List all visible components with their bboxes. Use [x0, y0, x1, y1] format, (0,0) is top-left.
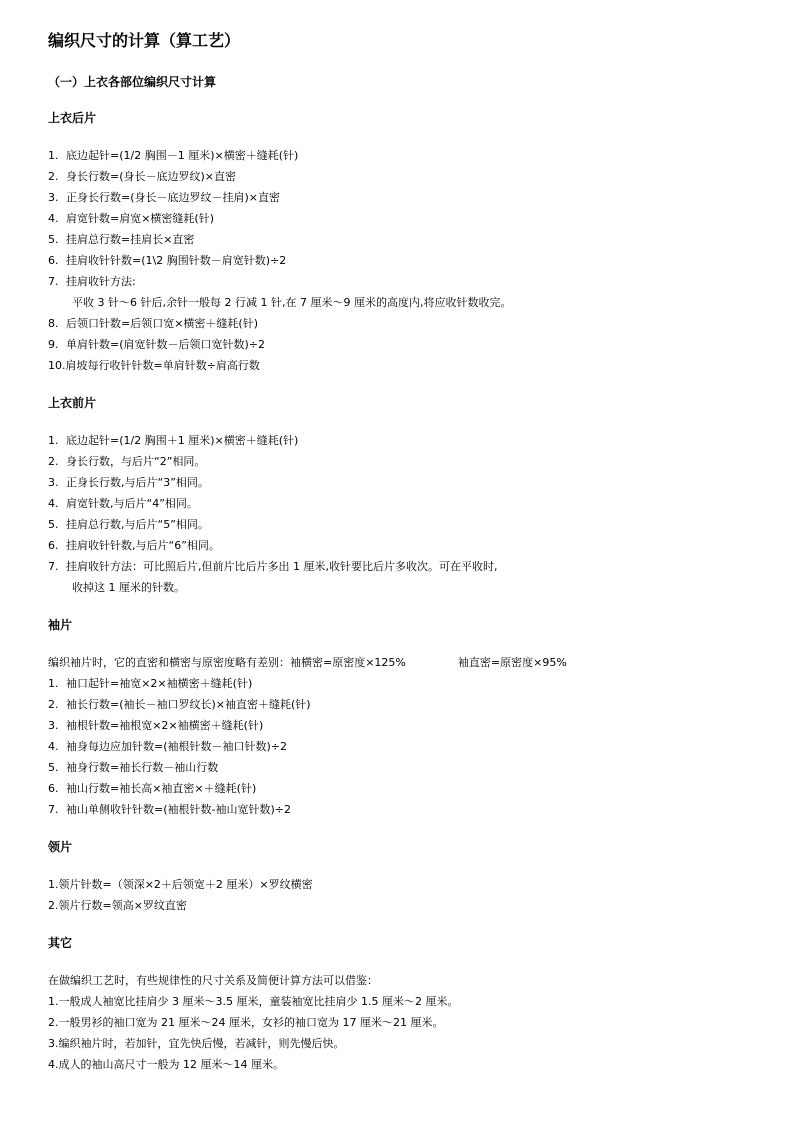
document-page [48, 30, 748, 1075]
section-heading: （一）上衣各部位编织尺寸计算 [48, 75, 217, 89]
other-intro: 在做编织工艺时，有些规律性的尺寸关系及简便计算方法可以借鉴： [48, 974, 378, 987]
continuation-text: 收掉这 1 厘米的针数。 [72, 581, 185, 594]
list-item: 3. 正身长行数,与后片“3”相同。 [48, 476, 209, 489]
list-item: 3. 袖根针数=袖根宽×2×袖横密＋缝耗(针) [48, 719, 264, 732]
list-item: 5. 袖身行数=袖长行数－袖山行数 [48, 761, 219, 774]
list-item: 2.领片行数=领高×罗纹直密 [48, 899, 187, 912]
collar-list [48, 874, 748, 916]
front-piece-heading: 上衣前片 [48, 396, 97, 410]
list-item: 5. 挂肩总行数,与后片“5”相同。 [48, 518, 209, 531]
list-item: 7. 挂肩收针方法：可比照后片,但前片比后片多出 1 厘米,收针要比后片多收次。可在平收时, [48, 560, 498, 573]
list-item: 2. 身长行数，与后片“2”相同。 [48, 455, 206, 468]
list-item: 5. 挂肩总行数=挂肩长×直密 [48, 233, 195, 246]
list-item: 4.成人的袖山高尺寸一般为 12 厘米～14 厘米。 [48, 1058, 284, 1071]
front-piece-list [48, 430, 748, 598]
page-title: 编织尺寸的计算（算工艺） [48, 31, 241, 50]
list-item: 9. 单肩针数=(肩宽针数－后领口宽针数)÷2 [48, 338, 266, 351]
list-item: 1. 底边起针=(1/2 胸围＋1 厘米)×横密＋缝耗(针) [48, 434, 299, 447]
sleeve-list [48, 673, 748, 820]
list-item: 1.一般成人袖宽比挂肩少 3 厘米～3.5 厘米，童装袖宽比挂肩少 1.5 厘米～2 厘米。 [48, 995, 459, 1008]
list-item: 3.编织袖片时，若加针，宜先快后慢，若减针，则先慢后快。 [48, 1037, 345, 1050]
collar-heading: 领片 [48, 840, 73, 854]
list-item: 2. 身长行数=(身长－底边罗纹)×直密 [48, 170, 237, 183]
list-item: 10.肩坡每行收针针数=单肩针数÷肩高行数 [48, 359, 260, 372]
list-item: 6. 袖山行数=袖长高×袖直密×＋缝耗(针) [48, 782, 257, 795]
sleeve-intro: 编织袖片时，它的直密和横密与原密度略有差别：袖横密=原密度×125% 袖直密=原密度×95% [48, 656, 567, 669]
list-item: 6. 挂肩收针针数,与后片“6”相同。 [48, 539, 220, 552]
list-item: 7. 挂肩收针方法: [48, 275, 136, 288]
list-item: 8. 后领口针数=后领口宽×横密＋缝耗(针) [48, 317, 259, 330]
list-item: 1.领片针数=（领深×2＋后领宽＋2 厘米）×罗纹横密 [48, 878, 313, 891]
list-item: 7. 袖山单侧收针针数=(袖根针数-袖山宽针数)÷2 [48, 803, 291, 816]
method-text: 平收 3 针～6 针后,余针一般每 2 行减 1 针,在 7 厘米～9 厘米的高度内,将应收针数收完。 [72, 296, 512, 309]
list-item: 6. 挂肩收针针数=(1\2 胸围针数－肩宽针数)÷2 [48, 254, 287, 267]
list-item: 4. 肩宽针数=肩宽×横密缝耗(针) [48, 212, 215, 225]
other-heading: 其它 [48, 936, 73, 950]
list-item: 4. 肩宽针数,与后片“4”相同。 [48, 497, 198, 510]
list-item: 4. 袖身每边应加针数=(袖根针数－袖口针数)÷2 [48, 740, 288, 753]
list-item: 1. 底边起针=(1/2 胸围－1 厘米)×横密＋缝耗(针) [48, 149, 299, 162]
list-item: 1. 袖口起针=袖宽×2×袖横密＋缝耗(针) [48, 677, 253, 690]
back-piece-heading: 上衣后片 [48, 111, 97, 125]
other-list [48, 991, 748, 1075]
list-item: 3. 正身长行数=(身长－底边罗纹－挂肩)×直密 [48, 191, 281, 204]
back-piece-list [48, 145, 748, 376]
sleeve-heading: 袖片 [48, 618, 73, 632]
list-item: 2. 袖长行数=(袖长－袖口罗纹长)×袖直密＋缝耗(针) [48, 698, 311, 711]
list-item: 2.一般男衫的袖口宽为 21 厘米～24 厘米，女衫的袖口宽为 17 厘米～21 厘米。 [48, 1016, 444, 1029]
